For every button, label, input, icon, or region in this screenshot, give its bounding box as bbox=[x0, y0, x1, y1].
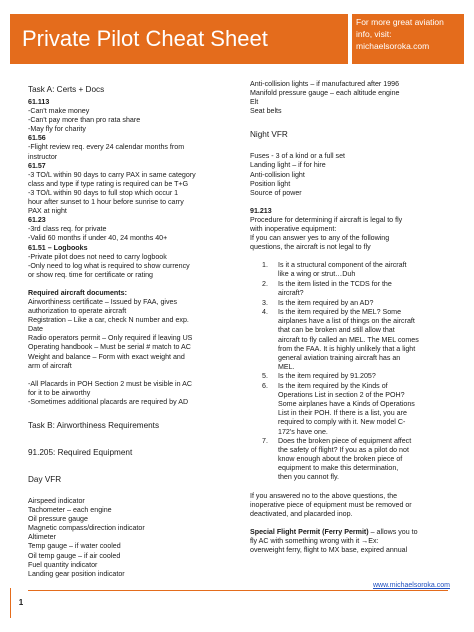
right-column-bottom bbox=[250, 483, 462, 556]
text-line: -Only need to log what is required to show currency bbox=[28, 261, 190, 270]
site-info-box bbox=[352, 14, 464, 64]
inoperative-equipment-questions bbox=[250, 261, 462, 482]
text-line: Position light bbox=[250, 179, 291, 188]
page-number-rule bbox=[10, 588, 11, 618]
info-line: michaelsoroka.com bbox=[356, 41, 430, 51]
text-line: -Flight review req. every 24 calendar months from bbox=[28, 143, 185, 152]
text-line: Anti-collision lights – if manufactured after 1996 bbox=[250, 80, 400, 88]
list-text-line: like a wing or strut…Duh bbox=[278, 270, 356, 279]
list-text-line: Operations List in section 2 of the POH? bbox=[278, 391, 405, 400]
text-line: Fuses - 3 of a kind or a full set bbox=[250, 152, 346, 161]
right-column-top bbox=[250, 80, 462, 261]
text-line: class and type if type rating is required can be T+G bbox=[28, 179, 189, 188]
list-text-line: aircraft to fly called an MEL. The MEL comes bbox=[278, 335, 419, 344]
list-text-line: List in their POH. If there is a list, you are bbox=[278, 409, 407, 418]
text-line: inoperative piece of equipment must be removed or bbox=[250, 500, 412, 509]
text-line: Weight and balance – Form with exact weight and bbox=[28, 352, 185, 361]
list-item bbox=[250, 437, 462, 482]
spacer bbox=[250, 483, 462, 492]
text-line: Altimeter bbox=[28, 533, 56, 542]
text-line: -May fly for charity bbox=[28, 125, 86, 134]
list-text-line: 172's have one. bbox=[278, 427, 328, 436]
info-line: For more great aviation bbox=[356, 17, 444, 27]
list-text-line: the safety of flight? If you as a pilot do not bbox=[278, 446, 409, 455]
text-line: instructor bbox=[28, 152, 58, 161]
page-title: Private Pilot Cheat Sheet bbox=[10, 14, 348, 64]
list-number: 6. bbox=[262, 382, 268, 391]
spacer bbox=[28, 371, 240, 380]
text-line: or show req. time for certificate or rating bbox=[28, 270, 153, 279]
text-line: -3 TO/L within 90 days to full stop which occur 1 bbox=[28, 188, 179, 197]
list-item bbox=[250, 308, 462, 372]
list-number: 2. bbox=[262, 280, 268, 288]
text-line: Oil temp gauge – if air cooled bbox=[28, 551, 121, 560]
text-line: Procedure for determining if aircraft is legal to fly bbox=[250, 215, 403, 224]
text-line: -3rd class req. for private bbox=[28, 225, 107, 234]
text-line: -Valid 60 months if under 40, 24 months 40+ bbox=[28, 234, 168, 243]
list-item bbox=[250, 280, 462, 298]
list-number: 4. bbox=[262, 308, 268, 317]
section-heading: Night VFR bbox=[250, 130, 288, 140]
list-text-line: Is the item listed in the TCDS for the bbox=[278, 280, 392, 288]
list-text-line: from the FAA. It is highly unlikely that a light bbox=[278, 344, 416, 353]
text-line: -Can't make money bbox=[28, 107, 90, 116]
list-text-line: airplanes have a list of things on the aircraft bbox=[278, 317, 415, 326]
list-text bbox=[278, 261, 462, 279]
spacer bbox=[250, 116, 462, 125]
list-text-line: general aviation training aircraft has an bbox=[278, 353, 401, 362]
list-text-line: Some airplanes have a Kinds of Operations bbox=[278, 400, 415, 409]
text-line: PAX at night bbox=[28, 207, 67, 216]
list-text-line: required to comply with it. New model C- bbox=[278, 418, 406, 427]
text-line: -Sometimes additional placards are required by AD bbox=[28, 397, 189, 406]
info-line: info, visit: bbox=[356, 29, 392, 39]
footer-rule bbox=[28, 590, 448, 591]
section-heading: 91.205: Required Equipment bbox=[28, 448, 133, 457]
spacer bbox=[250, 252, 462, 261]
text-line: Fuel quantity indicator bbox=[28, 560, 98, 569]
left-column bbox=[28, 80, 240, 579]
text-line: Elt bbox=[250, 98, 259, 107]
list-text bbox=[278, 299, 462, 308]
text-line: for it to be airworthy bbox=[28, 388, 91, 397]
list-text-line: aircraft? bbox=[278, 289, 304, 298]
section-heading: Task B: Airworthiness Requirements bbox=[28, 421, 160, 430]
text-line: Tachometer – each engine bbox=[28, 506, 112, 515]
list-text-line: know enough about the broken piece of bbox=[278, 455, 403, 464]
list-text-line: that can be broken and still allow that bbox=[278, 326, 395, 335]
text-line: questions, the aircraft is not legal to fly bbox=[250, 243, 371, 252]
text-line: Date bbox=[28, 325, 43, 334]
list-text-line: Is the item required by the MEL? Some bbox=[278, 308, 402, 317]
text-line: Source of power bbox=[250, 188, 302, 197]
list-text-line: equipment to make this determination, bbox=[278, 464, 399, 473]
spacer bbox=[28, 488, 240, 497]
text-line: -Private pilot does not need to carry logbook bbox=[28, 252, 167, 261]
text-line: -Can't pay more than pro rata share bbox=[28, 116, 141, 125]
spacer bbox=[28, 461, 240, 470]
right-column bbox=[250, 80, 462, 555]
rule-heading: 61.51 – Logbooks bbox=[28, 243, 88, 252]
spacer bbox=[250, 519, 462, 528]
text-line: with inoperative equipment: bbox=[250, 225, 337, 234]
text-line: Operating handbook – Must be serial # match to AC bbox=[28, 343, 191, 352]
text-line: deactivated, and placarded inop. bbox=[250, 509, 353, 518]
list-text-line: then you cannot fly. bbox=[278, 473, 339, 482]
text-line: Anti-collision light bbox=[250, 170, 305, 179]
text-line: If you can answer yes to any of the following bbox=[250, 234, 390, 243]
rule-heading: Required aircraft documents: bbox=[28, 288, 127, 297]
text-line: hour after sunset to 1 hour before sunrise to carry bbox=[28, 198, 184, 207]
text-line: Airspeed indicator bbox=[28, 497, 85, 505]
spacer bbox=[28, 407, 240, 416]
list-item bbox=[250, 261, 462, 279]
text-line: authorization to operate aircraft bbox=[28, 307, 127, 316]
text-line: Radio operators permit – Only required if leaving US bbox=[28, 334, 193, 343]
term: Special Flight Permit (Ferry Permit) bbox=[250, 527, 369, 536]
page-header bbox=[0, 14, 474, 64]
list-text-line: Does the broken piece of equipment affect bbox=[278, 437, 412, 446]
text-line: Seat belts bbox=[250, 107, 282, 116]
text-line: arm of aircraft bbox=[28, 361, 72, 370]
text-line: If you answered no to the above questions, the bbox=[250, 491, 398, 500]
list-text-line: Is the item required by 91.205? bbox=[278, 372, 376, 381]
list-text bbox=[278, 280, 462, 298]
rule-heading: 61.57 bbox=[28, 161, 46, 170]
rule-heading: 61.23 bbox=[28, 216, 46, 225]
text-line: Landing light – if for hire bbox=[250, 161, 326, 170]
text-line: Manifold pressure gauge – each altitude engine bbox=[250, 89, 400, 98]
list-number: 7. bbox=[262, 437, 268, 446]
list-number: 3. bbox=[262, 298, 268, 307]
rule-heading: 61.113 bbox=[28, 98, 50, 106]
text-line: Oil pressure gauge bbox=[28, 515, 88, 524]
list-item bbox=[250, 382, 462, 437]
list-text bbox=[278, 308, 462, 372]
list-text-line: Is the item required by an AD? bbox=[278, 298, 374, 307]
text-line: fly AC with something wrong with it →Ex: bbox=[250, 536, 379, 545]
text-line: Registration – Like a car, check N number and exp. bbox=[28, 316, 189, 325]
page-number: 1 bbox=[18, 598, 24, 607]
spacer bbox=[28, 280, 240, 289]
text-line: overweight ferry, flight to MX base, expired annual bbox=[250, 546, 408, 555]
section-heading: Day VFR bbox=[28, 475, 62, 484]
list-text bbox=[278, 437, 462, 482]
list-number: 5. bbox=[262, 372, 268, 381]
website-link[interactable]: www.michaelsoroka.com bbox=[372, 582, 450, 589]
text-line: Temp gauge – if water cooled bbox=[28, 542, 121, 551]
rule-heading: 91.213 bbox=[250, 206, 272, 215]
section-heading: Task A: Certs + Docs bbox=[28, 85, 105, 94]
list-text-line: Is it a structural component of the aircraft bbox=[278, 261, 407, 270]
list-number: 1. bbox=[262, 261, 268, 270]
text-line: Airworthiness certificate – Issued by FAA, gives bbox=[28, 297, 178, 306]
list-text bbox=[278, 382, 462, 437]
list-text bbox=[278, 372, 462, 381]
text-line: -3 TO/L within 90 days to carry PAX in same category bbox=[28, 170, 196, 179]
list-item bbox=[250, 372, 462, 381]
spacer bbox=[250, 143, 462, 152]
spacer bbox=[28, 434, 240, 443]
text-line bbox=[250, 528, 462, 537]
definition: – allows you to bbox=[368, 527, 418, 536]
list-text-line: Is the item required by the Kinds of bbox=[278, 382, 388, 391]
rule-heading: 61.56 bbox=[28, 134, 46, 143]
list-text-line: MEL. bbox=[278, 362, 295, 371]
list-item bbox=[250, 299, 462, 308]
text-line: Magnetic compass/direction indicator bbox=[28, 524, 145, 533]
text-line: -All Placards in POH Section 2 must be visible in AC bbox=[28, 379, 193, 388]
text-line: Landing gear position indicator bbox=[28, 569, 125, 578]
spacer bbox=[250, 198, 462, 207]
